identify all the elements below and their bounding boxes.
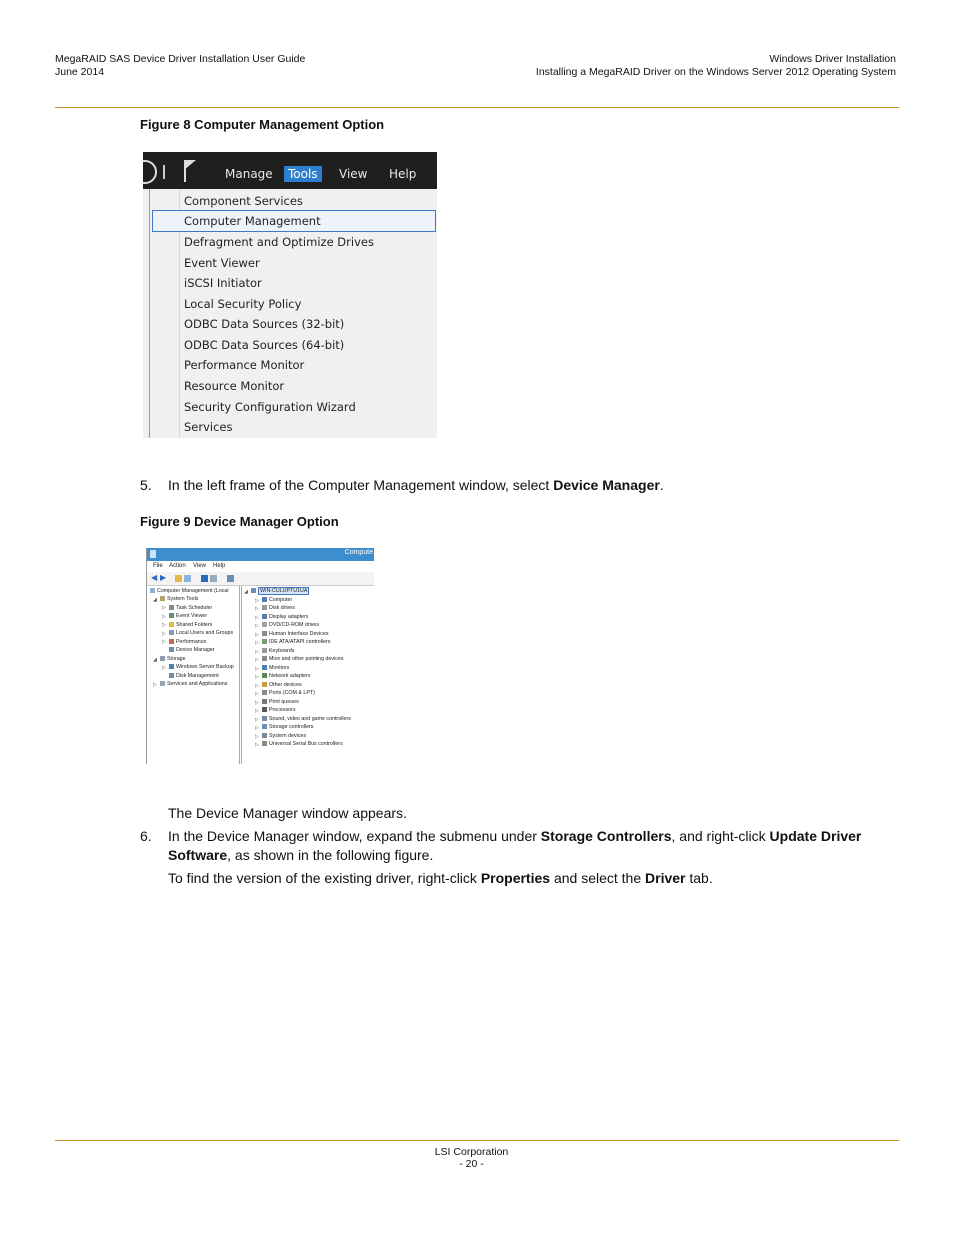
menu-item-security-config-wizard[interactable]: Security Configuration Wizard [184,400,356,414]
header-rule [55,107,899,108]
menu-item-services[interactable]: Services [184,420,233,434]
tree-item[interactable]: Task Scheduler [169,605,212,611]
menu-help[interactable]: Help [389,167,417,181]
device-category[interactable]: Universal Serial Bus controllers [262,741,343,747]
menu-item-computer-management[interactable]: Computer Management [184,214,321,228]
tree-item[interactable]: Computer Management (Local [150,588,229,594]
toolbar [147,572,374,586]
page-number: - 20 - [459,1158,484,1170]
step-6 [140,827,900,888]
window-menubar [147,561,374,572]
tree-item[interactable]: System Tools [160,596,198,602]
app-icon [150,550,156,558]
device-category[interactable]: Sound, video and game controllers [262,716,351,722]
menu-item-odbc-32[interactable]: ODBC Data Sources (32-bit) [184,317,345,331]
step-text: In the left frame of the Computer Management window, select [168,477,554,493]
step-number: 6. [140,828,152,844]
menu-view[interactable]: View [339,167,368,181]
properties-icon[interactable] [210,575,217,582]
tree-item[interactable]: Services and Applications [160,681,227,687]
window-titlebar [147,548,374,561]
device-category[interactable]: Processors [262,707,296,713]
tree-item[interactable]: Disk Management [169,673,219,679]
device-category[interactable]: DVD/CD-ROM drives [262,622,319,628]
device-category[interactable]: IDE ATA/ATAPI controllers [262,639,330,645]
device-category[interactable]: Network adapters [262,673,311,679]
console-icon[interactable] [184,575,191,582]
left-border [149,189,150,438]
step-6-note: To find the version of the existing driver, right-click Properties and select the Driver tab. [168,870,713,886]
help-icon[interactable] [201,575,208,582]
menu-item-iscsi-initiator[interactable]: iSCSI Initiator [184,276,262,290]
footer-company: LSI Corporation [434,1146,509,1158]
menu-item-component-services[interactable]: Component Services [184,194,303,208]
device-category[interactable]: Human Interface Devices [262,631,328,637]
figure9-caption: Figure 9 Device Manager Option [140,514,339,529]
forward-arrow-icon[interactable]: ▶ [160,573,167,582]
header-left [55,53,305,78]
separator [163,165,165,179]
step-text-end: . [659,477,664,493]
back-icon[interactable] [143,160,157,184]
menu-item-local-security-policy[interactable]: Local Security Policy [184,297,302,311]
folder-icon[interactable] [175,575,182,582]
step-bold: Device Manager [553,477,660,493]
device-category[interactable]: Computer [262,597,292,603]
figure8-screenshot [143,152,437,438]
menu-item-resource-monitor[interactable]: Resource Monitor [184,379,285,393]
tree-item[interactable]: Event Viewer [169,613,207,619]
menu-action[interactable]: Action [169,563,186,569]
tree-item[interactable]: Windows Server Backup [169,664,234,670]
device-category[interactable]: Monitors [262,665,289,671]
menu-help[interactable]: Help [213,563,226,569]
menu-item-performance-monitor[interactable]: Performance Monitor [184,358,305,372]
tree-item[interactable]: Shared Folders [169,622,212,628]
server-manager-menubar [143,152,437,189]
device-category[interactable]: Ports (COM & LPT) [262,690,315,696]
figure9-screenshot [146,548,374,764]
device-root[interactable]: WIN-CULUPTU1UA [251,588,309,594]
step-6-text: In the Device Manager window, expand the submenu under Storage Controllers, and right-click Update Driver Software, as shown in the following figure. [168,828,862,863]
section-title: Installing a MegaRAID Driver on the Windows Server 2012 Operating System [535,65,896,78]
tree-item[interactable]: Storage [160,656,186,662]
tree-item-device-manager[interactable]: Device Manager [169,647,215,653]
menu-tools[interactable]: Tools [284,166,322,182]
menu-view[interactable]: View [193,563,206,569]
menu-item-odbc-64[interactable]: ODBC Data Sources (64-bit) [184,338,345,352]
left-tree-pane: Computer Management (Local ◢ System Tools ▷ Task Scheduler ▷ Event Viewer ▷ Shared Folders ▷ Local Users and Groups ▷ Performance Device Manager ◢ Storage ▷ Windows Server Backup Disk Management ▷ Services and Applications [147,586,240,764]
device-icon[interactable] [227,575,234,582]
back-arrow-icon[interactable]: ◀ [151,573,158,582]
device-category[interactable]: Keyboards [262,648,294,654]
menu-file[interactable]: File [153,563,163,569]
tree-item[interactable]: Local Users and Groups [169,630,233,636]
footer [0,1146,943,1170]
step-number: 5. [140,477,152,493]
device-category-storage-controllers[interactable]: Storage controllers [262,724,313,730]
header-right [536,53,896,78]
footer-rule [55,1140,899,1141]
flag-banner-icon [184,160,196,170]
device-category[interactable]: Display adapters [262,614,308,620]
step-5 [140,476,900,495]
doc-title: MegaRAID SAS Device Driver Installation User Guide [55,53,306,65]
menu-item-defragment[interactable]: Defragment and Optimize Drives [184,235,374,249]
window-title: Compute [344,549,373,556]
menu-manage[interactable]: Manage [225,167,273,181]
right-device-pane: ◢ WIN-CULUPTU1UA ▷ Computer ▷ Disk drives ▷ Display adapters ▷ DVD/CD-ROM drives ▷ Human Interface Devices ▷ IDE ATA/ATAPI controllers ▷ Keyboards ▷ Mice and other pointing devices ▷ Monitors ▷ Network adapters ▷ Other devices ▷ Ports (COM & LPT) ▷ Print queues ▷ Processors ▷ Sound, video and game controllers ▷ Storage controllers ▷ System devices ▷ Universal Serial Bus controllers [241,586,374,764]
figure8-caption: Figure 8 Computer Management Option [140,117,385,132]
device-category[interactable]: System devices [262,733,306,739]
device-manager-appears: The Device Manager window appears. [168,805,407,821]
tree-item[interactable]: Performance [169,639,206,645]
menu-item-event-viewer[interactable]: Event Viewer [184,256,260,270]
device-category[interactable]: Other devices [262,682,302,688]
chapter-title: Windows Driver Installation [769,53,896,65]
device-category[interactable]: Mice and other pointing devices [262,656,344,662]
device-category[interactable]: Print queues [262,699,299,705]
device-category[interactable]: Disk drives [262,605,295,611]
doc-date: June 2014 [55,65,105,78]
